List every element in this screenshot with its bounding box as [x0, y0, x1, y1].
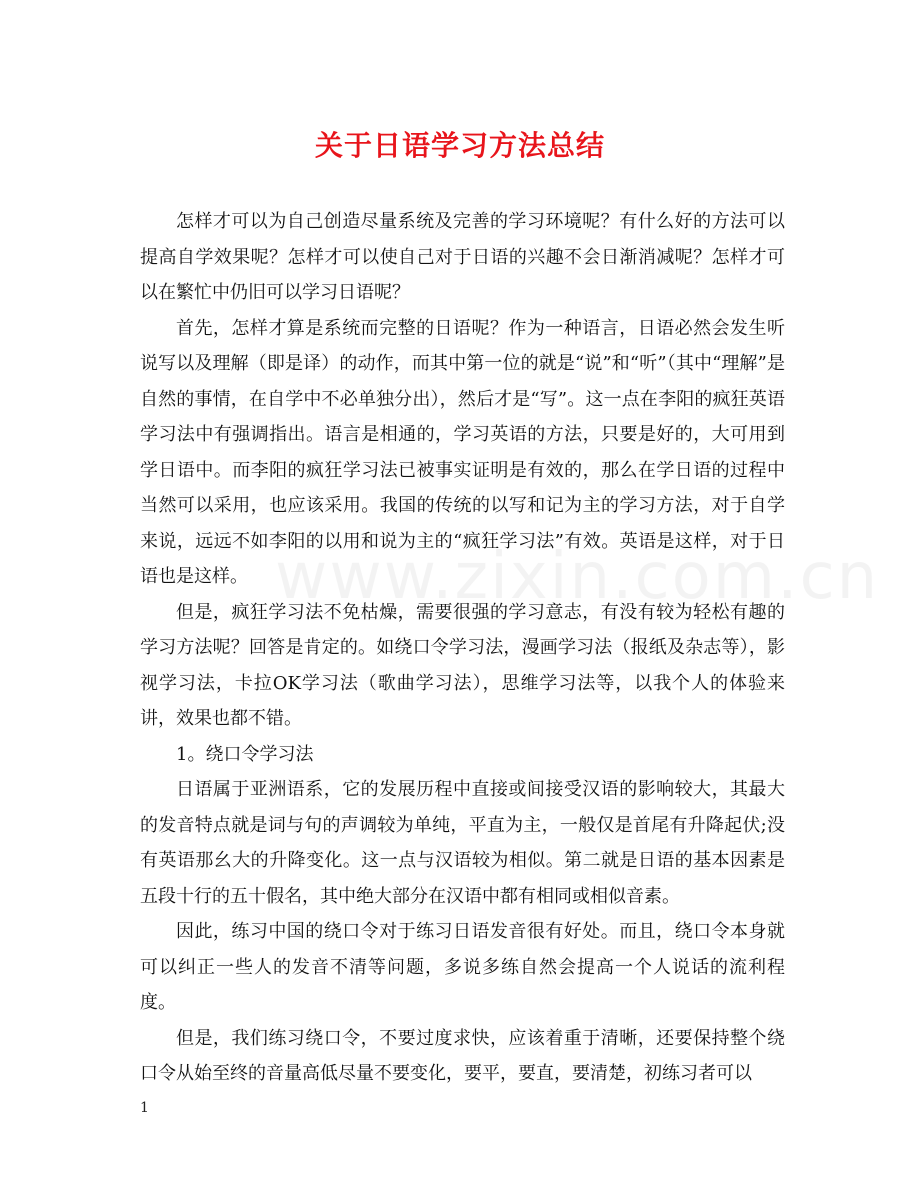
paragraph-methods: 但是，疯狂学习法不免枯燥，需要很强的学习意志，有没有较为轻松有趣的学习方法呢？回答是肯定的。如绕口令学习法，漫画学习法（报纸及杂志等），影视学习法，卡拉OK学习法（歌曲学习法），思维学习法等，以我个人的体验来讲，效果也都不错。	[140, 601, 785, 729]
paragraph-pronunciation: 日语属于亚洲语系，它的发展历程中直接或间接受汉语的影响较大，其最大的发音特点就是词与句的声调较为单纯，平直为主，一般仅是首尾有升降起伏;没有英语那幺大的升降变化。这一点与汉语较为相似。第二就是日语的基本因素是五段十行的五十假名，其中绝大部分在汉语中都有相同或相似音素。	[140, 779, 785, 907]
paragraph-therefore: 因此，练习中国的绕口令对于练习日语发音很有好处。而且，绕口令本身就可以纠正一些人的发音不清等问题，多说多练自然会提高一个人说话的流利程度。	[140, 921, 785, 1013]
document-body	[140, 204, 785, 1092]
paragraph-first: 首先，怎样才算是系统而完整的日语呢？作为一种语言，日语必然会发生听说写以及理解（即是译）的动作，而其中第一位的就是“说”和“听”（其中“理解”是自然的事情，在自学中不必单独分出），然后才是“写”。这一点在李阳的疯狂英语学习法中有强调指出。语言是相通的，学习英语的方法，只要是好的，大可用到学日语中。而李阳的疯狂学习法已被事实证明是有效的，那么在学日语的过程中当然可以采用，也应该采用。我国的传统的以写和记为主的学习方法，对于自学来说，远远不如李阳的以用和说为主的“疯狂学习法”有效。英语是这样，对于日语也是这样。	[140, 317, 785, 587]
paragraph-practice: 但是，我们练习绕口令，不要过度求快，应该着重于清晰，还要保持整个绕口令从始至终的音量高低尽量不要变化，要平，要直，要清楚，初练习者可以	[140, 1027, 785, 1084]
section-heading-tongue-twister: 1。绕口令学习法	[176, 743, 314, 765]
page-number: 1	[140, 1100, 149, 1116]
paragraph-intro: 怎样才可以为自己创造尽量系统及完善的学习环境呢？有什么好的方法可以提高自学效果呢？怎样才可以使自己对于日语的兴趣不会日渐消减呢？怎样才可以在繁忙中仍旧可以学习日语呢？	[140, 211, 785, 303]
document-title: 关于日语学习方法总结	[314, 129, 605, 162]
